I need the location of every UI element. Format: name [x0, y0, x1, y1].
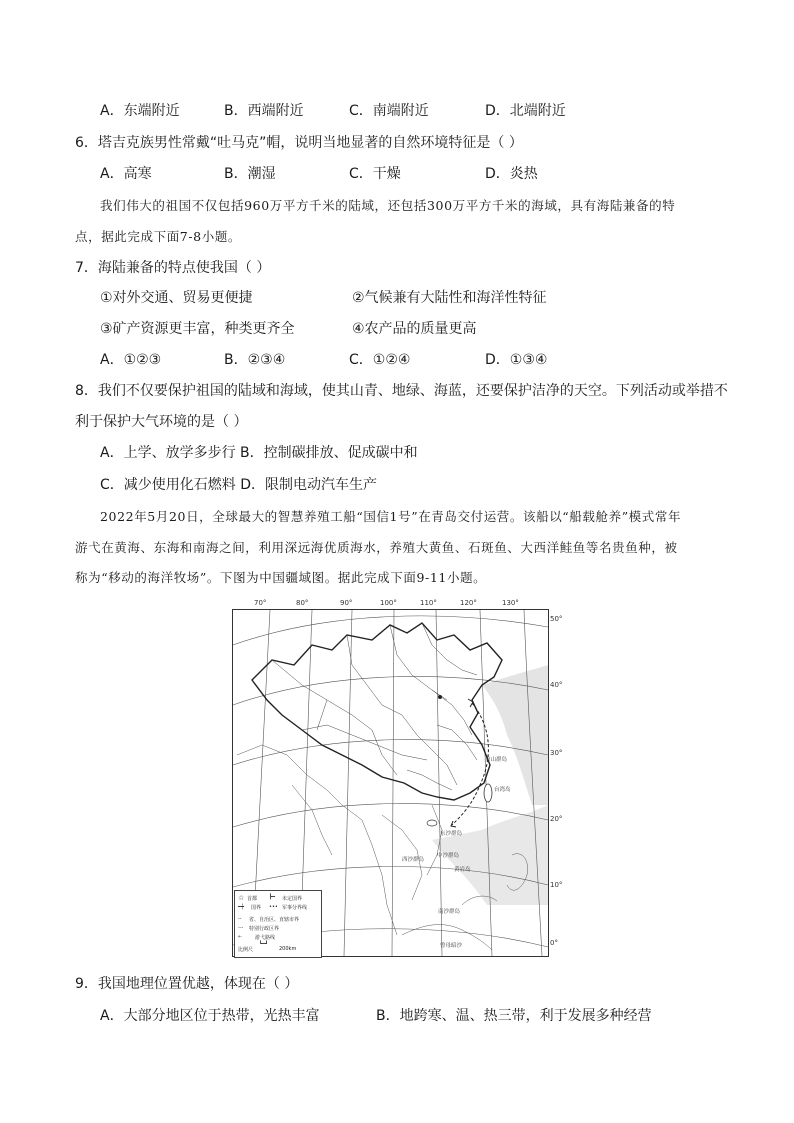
lon-tick-110: 110°	[420, 599, 437, 607]
label-zengmu: 曾母暗沙	[440, 943, 463, 949]
q5-option-b: B．西端附近	[224, 103, 304, 119]
passage1-line2: 点，据此完成下面7-8小题。	[75, 229, 242, 244]
q9-option-b: B．地跨寒、温、热三带，利于发展多种经营	[376, 1008, 652, 1024]
lon-tick-70: 70°	[254, 599, 267, 607]
q5-option-a: A．东端附近	[100, 103, 180, 119]
passage2-line3: 称为“移动的海洋牧场”。下图为中国疆域图。据此完成下面9-11小题。	[75, 570, 487, 585]
q7-option-d: D．①③④	[485, 352, 548, 368]
q7-item-4: ④农产品的质量更高	[352, 321, 477, 337]
legend-route: 游弋路线	[255, 935, 276, 941]
label-zhoushan: 舟山群岛	[485, 757, 508, 763]
q7-option-b: B．②③④	[224, 352, 286, 368]
legend-province-icon: --	[238, 916, 242, 922]
q8-stem-line2: 利于保护大气环境的是（ ）	[75, 414, 248, 430]
label-xisha: 西沙群岛	[402, 857, 425, 863]
q7-option-c: C．①②④	[349, 352, 411, 368]
passage2-line2: 游弋在黄海、东海和南海之间，利用深远海优质海水，养殖大黄鱼、石斑鱼、大西洋鲑鱼等名贵鱼种，被	[75, 540, 678, 555]
lat-tick-10: 10°	[550, 881, 563, 889]
q7-stem: 7．海陆兼备的特点使我国（ ）	[75, 260, 271, 276]
legend-scale-bar-icon: ┗━┛	[259, 941, 269, 947]
legend-undetermined: 未定国界	[282, 896, 303, 902]
q5-option-d: D．北端附近	[485, 103, 566, 119]
legend-route-icon: ⇠	[238, 934, 243, 940]
passage1-line1: 我们伟大的祖国不仅包括960万平方千米的陆域，还包括300万平方千米的海域，具有海陆兼备的特	[100, 198, 676, 213]
q9-stem: 9．我国地理位置优越，体现在（ ）	[75, 976, 299, 992]
q8-options-row2: C．减少使用化石燃料 D．限制电动汽车生产	[100, 477, 378, 493]
legend-star-icon: ☆	[238, 894, 245, 902]
legend-dots-icon: •••	[269, 904, 278, 910]
q7-item-3: ③矿产资源更丰富，种类更齐全	[100, 321, 295, 337]
lat-tick-0: 0°	[550, 939, 558, 947]
label-dongsha: 东沙群岛	[440, 831, 463, 837]
q6-option-b: B．潮湿	[224, 166, 276, 182]
legend-capital: 首都	[247, 896, 258, 902]
q7-item-1: ①对外交通、贸易更便捷	[100, 290, 253, 306]
q8-stem-line1: 8．我们不仅要保护祖国的陆域和海域，使其山青、地绿、海蓝，还要保护洁净的天空。下列活动或举措不	[75, 383, 728, 399]
passage2-line1: 2022年5月20日，全球最大的智慧养殖工船“国信1号”在青岛交付运营。该船以“船载舱养”模式常年	[100, 509, 682, 524]
legend-military: 军事分界线	[282, 905, 308, 911]
q6-option-d: D．炎热	[485, 166, 538, 182]
legend-scale-value: 200km	[279, 946, 297, 952]
legend-province: 省、自治区、直辖市界	[249, 917, 300, 923]
lon-tick-90: 90°	[340, 599, 353, 607]
lat-tick-20: 20°	[550, 815, 563, 823]
q6-option-c: C．干燥	[349, 166, 401, 182]
lon-tick-100: 100°	[380, 599, 397, 607]
legend-dash-icon: ┣━	[269, 894, 276, 900]
label-zhongsha: 中沙群岛	[437, 853, 460, 859]
legend-national: 国界	[251, 905, 262, 911]
lat-tick-30: 30°	[550, 749, 563, 757]
q9-option-a: A．大部分地区位于热带，光热丰富	[100, 1008, 320, 1024]
lon-tick-80: 80°	[296, 599, 309, 607]
q5-option-c: C．南端附近	[349, 103, 429, 119]
q7-option-a: A．①②③	[100, 352, 162, 368]
map-legend	[234, 890, 322, 958]
lat-tick-40: 40°	[550, 681, 563, 689]
china-territory-map	[232, 599, 563, 957]
label-huangyan: 黄岩岛	[454, 867, 471, 873]
legend-scale-label: 比例尺	[238, 947, 254, 953]
legend-border-icon: ━┿	[238, 904, 245, 910]
lat-tick-50: 50°	[550, 615, 563, 623]
lon-tick-130: 130°	[502, 599, 519, 607]
legend-sar-icon: -·-	[238, 925, 244, 931]
label-nansha: 南沙群岛	[438, 909, 461, 915]
q6-stem: 6．塔吉克族男性常戴“吐马克”帽，说明当地显著的自然环境特征是（ ）	[75, 135, 523, 151]
legend-sar: 特别行政区界	[249, 926, 280, 932]
q6-option-a: A．高寒	[100, 166, 152, 182]
q8-options-row1: A．上学、放学多步行 B．控制碳排放、促成碳中和	[100, 445, 418, 461]
label-taiwan: 台湾岛	[494, 787, 511, 793]
q7-item-2: ②气候兼有大陆性和海洋性特征	[352, 290, 547, 306]
lon-tick-120: 120°	[460, 599, 477, 607]
